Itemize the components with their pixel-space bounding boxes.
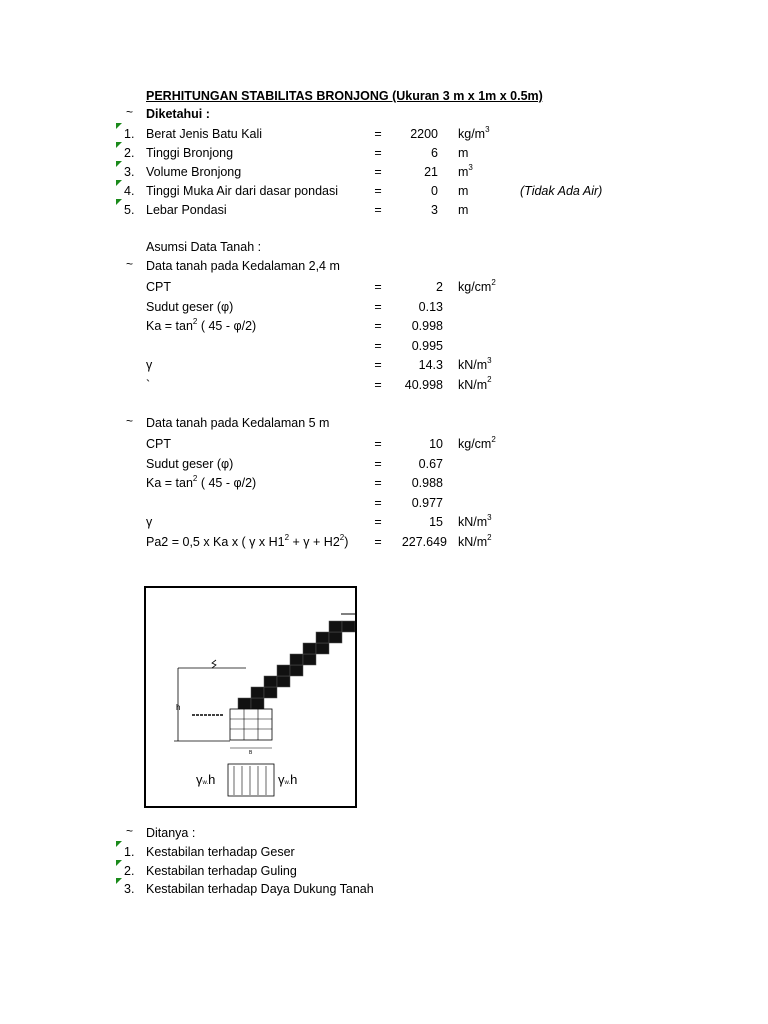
- item-number: 2.: [124, 146, 135, 160]
- item-equals: =: [374, 165, 382, 179]
- row-equals: =: [374, 456, 382, 471]
- cell-comment-marker: [116, 123, 122, 129]
- gabion-block: [264, 676, 277, 687]
- bronjong-drawing: [146, 588, 355, 806]
- row-value: 2: [436, 280, 443, 294]
- row-equals: =: [374, 280, 382, 294]
- item-unit: m: [458, 203, 469, 217]
- item-value: 6: [431, 146, 438, 160]
- gabion-block: [277, 676, 290, 687]
- item-label: Kestabilan terhadap Guling: [146, 863, 297, 878]
- row-value: 40.998: [404, 377, 443, 392]
- row-label: Sudut geser (φ): [146, 299, 234, 314]
- item-label: Berat Jenis Batu Kali: [146, 127, 263, 141]
- row-unit: $kN/m^3$: [458, 355, 492, 372]
- right-pressure-label: γw.h: [278, 772, 298, 787]
- row-value: 0.988: [411, 476, 443, 490]
- row-value: 14.3: [418, 358, 443, 372]
- row-label: $Ka = \tan^2$ ( 45 - φ/2): [146, 316, 257, 333]
- item-label: Lebar Pondasi: [146, 203, 227, 217]
- gabion-block: [316, 643, 329, 654]
- cell-comment-marker: [116, 180, 122, 186]
- row-label: CPT: [146, 280, 171, 294]
- cell-comment-marker: [116, 860, 122, 866]
- document-title: PERHITUNGAN STABILITAS BRONJONG (Ukuran 3 m x 1m x 0.5m): [146, 89, 543, 103]
- item-label: Volume Bronjong: [146, 165, 242, 179]
- row-unit: $kN/m^3$: [458, 512, 492, 529]
- row-value: 0.995: [411, 338, 443, 353]
- gabion-block: [303, 654, 316, 665]
- row-equals: =: [374, 476, 382, 490]
- row-unit: $kN/m^2$: [458, 375, 492, 392]
- row-value: 0.998: [411, 319, 443, 333]
- collapse-marker: ~: [126, 414, 134, 428]
- item-value: 0: [431, 184, 438, 198]
- collapse-marker: ~: [126, 257, 134, 271]
- row-label: CPT: [146, 437, 171, 451]
- item-unit: m: [458, 184, 469, 198]
- row-equals: =: [374, 377, 382, 392]
- ditanya-heading: Ditanya :: [146, 826, 196, 840]
- cell-comment-marker: [116, 841, 122, 847]
- item-unit: $kg/m^3$: [458, 124, 490, 141]
- item-unit: $m^3$: [458, 162, 473, 179]
- item-equals: =: [374, 184, 382, 198]
- depth2-heading: Data tanah pada Kedalaman 5 m: [146, 416, 330, 430]
- gabion-block: [251, 687, 264, 698]
- b-label: B: [249, 750, 253, 756]
- row-label: $Ka = \tan^2$ ( 45 - φ/2): [146, 473, 257, 490]
- item-value: 21: [424, 165, 438, 179]
- row-equals: =: [374, 437, 382, 451]
- pa2-equals: =: [374, 535, 382, 549]
- item-number: 5.: [124, 203, 135, 217]
- cell-comment-marker: [116, 199, 122, 205]
- gabion-block: [238, 698, 251, 709]
- left-pressure-label: γw.h: [196, 772, 216, 787]
- row-value: 10: [429, 437, 443, 451]
- item-unit: m: [458, 146, 469, 160]
- item-label: Tinggi Bronjong: [146, 146, 234, 160]
- pa2-value: 227.649: [401, 535, 447, 549]
- pa2-unit: $kN/m^2$: [458, 532, 492, 549]
- item-note: (Tidak Ada Air): [520, 184, 603, 198]
- row-value: 0.977: [411, 495, 443, 510]
- row-equals: =: [374, 515, 382, 529]
- level-symbol-icon: [212, 660, 216, 668]
- row-label: γ: [146, 358, 153, 372]
- cell-comment-marker: [116, 878, 122, 884]
- row-label: Sudut geser (φ): [146, 456, 234, 471]
- bronjong-diagram: [144, 586, 357, 808]
- gabion-block: [303, 643, 316, 654]
- collapse-marker: ~: [126, 105, 134, 119]
- gabion-block: [290, 665, 303, 676]
- collapse-marker: ~: [126, 824, 134, 838]
- item-number: 4.: [124, 184, 135, 198]
- pa2-label: Pa2 = 0,5 x Ka x ( γ x $H1^2 + \gamma + H2^2$): [146, 532, 349, 549]
- item-value: 3: [431, 203, 438, 217]
- h-label: h: [176, 703, 181, 712]
- item-label: Kestabilan terhadap Daya Dukung Tanah: [146, 882, 374, 896]
- row-value: 0.13: [418, 299, 443, 314]
- row-equals: =: [374, 299, 382, 314]
- depth1-heading: Data tanah pada Kedalaman 2,4 m: [146, 259, 340, 273]
- item-equals: =: [374, 203, 382, 217]
- row-equals: =: [374, 495, 382, 510]
- gabion-block: [251, 698, 264, 709]
- item-number: 1.: [124, 845, 135, 859]
- row-unit: $kg/cm^2$: [458, 277, 496, 294]
- row-equals: =: [374, 338, 382, 353]
- row-equals: =: [374, 319, 382, 333]
- cell-comment-marker: [116, 142, 122, 148]
- item-number: 1.: [124, 127, 135, 141]
- item-equals: =: [374, 146, 382, 160]
- gabion-block: [290, 654, 303, 665]
- asumsi-heading: Asumsi Data Tanah :: [146, 240, 262, 254]
- gabion-block: [264, 687, 277, 698]
- cell-comment-marker: [116, 161, 122, 167]
- item-number: 3.: [124, 165, 135, 179]
- item-label: Kestabilan terhadap Geser: [146, 845, 295, 859]
- row-label: `: [146, 377, 151, 392]
- gabion-block: [329, 632, 342, 643]
- diketahui-heading: Diketahui :: [146, 107, 210, 121]
- item-number: 3.: [124, 882, 135, 896]
- gabion-block: [316, 632, 329, 643]
- item-equals: =: [374, 127, 382, 141]
- row-value: 15: [429, 515, 443, 529]
- item-label: Tinggi Muka Air dari dasar pondasi: [146, 184, 338, 198]
- row-value: 0.67: [418, 456, 443, 471]
- item-value: 2200: [410, 127, 438, 141]
- gabion-block: [277, 665, 290, 676]
- gabion-block: [342, 621, 355, 632]
- row-label: γ: [146, 515, 153, 529]
- row-equals: =: [374, 358, 382, 372]
- gabion-block: [329, 621, 342, 632]
- row-unit: $kg/cm^2$: [458, 434, 496, 451]
- item-number: 2.: [124, 863, 135, 878]
